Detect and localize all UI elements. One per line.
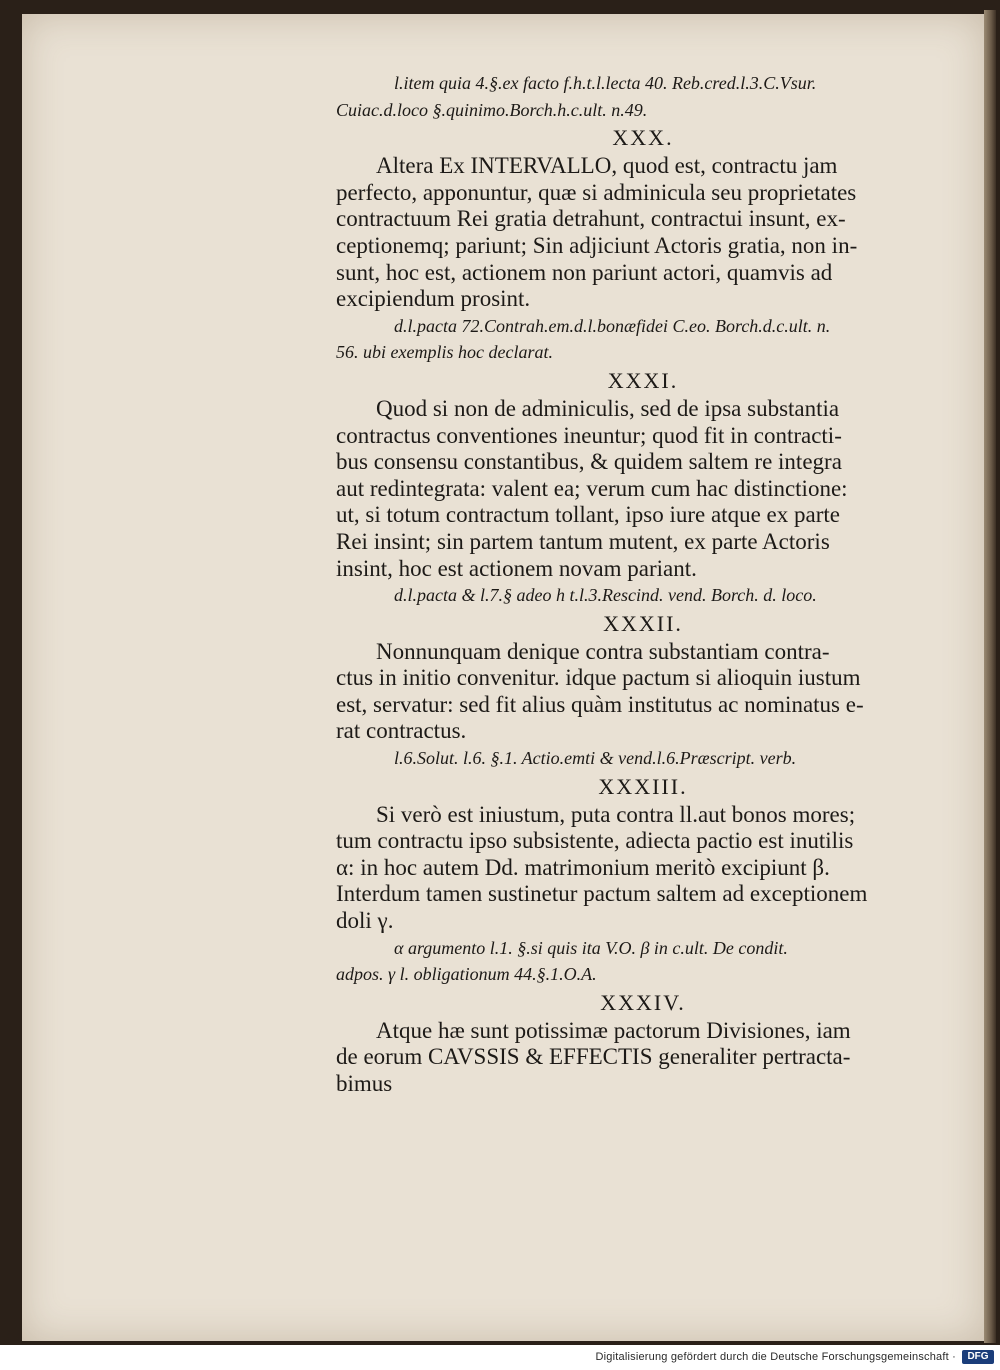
citation-line: 56. ubi exemplis hoc declarat. — [336, 342, 553, 363]
dfg-logo: DFG — [962, 1350, 994, 1364]
text-line: perfecto, apponuntur, quæ si adminicula seu proprietates — [336, 179, 857, 205]
section-heading: XXXII. — [603, 610, 683, 636]
footer-bar — [0, 1345, 1000, 1370]
text-line: contractus conventiones ineuntur; quod fit in contracti- — [336, 422, 842, 448]
text-line: tum contractu ipso subsistente, adiecta pactio est inutilis — [336, 828, 854, 854]
text-line: bimus — [336, 1071, 393, 1096]
citation-line: d.l.pacta 72.Contrah.em.d.l.bonæfidei C.eo. Borch.d.c.ult. n. — [394, 315, 831, 336]
section-heading: XXX. — [612, 125, 674, 151]
text-line: Altera Ex INTERVALLO, quod est, contractu jam — [376, 153, 838, 179]
text-line: insint, hoc est actionem novam pariant. — [336, 555, 697, 581]
citation-line: α argumento l.1. §.si quis ita V.O. β in c.ult. De condit. — [394, 937, 788, 958]
text-line: rat contractus. — [336, 718, 467, 744]
citation-line: l.6.Solut. l.6. §.1. Actio.emti & vend.l.6.Præscript. verb. — [394, 748, 797, 769]
text-line: sunt, hoc est, actionem non pariunt actori, quamvis ad — [336, 259, 833, 285]
section-heading: XXXIV. — [600, 989, 686, 1015]
section-heading: XXXIII. — [598, 773, 688, 799]
text-line: Si verò est iniustum, puta contra ll.aut bonos mores; — [376, 801, 856, 827]
text-line: aut redintegrata: valent ea; verum cum hac distinctione: — [336, 475, 848, 501]
text-line: Nonnunquam denique contra substantiam contra- — [376, 638, 830, 664]
citation-line: d.l.pacta & l.7.§ adeo h t.l.3.Rescind. vend. Borch. d. loco. — [394, 585, 817, 606]
text-line: ceptionemq; pariunt; Sin adjiciunt Actoris gratia, non in- — [336, 232, 858, 258]
page-text — [336, 70, 950, 1098]
text-line: Interdum tamen sustinetur pactum saltem ad exceptionem — [336, 881, 868, 907]
text-line: contractuum Rei gratia detrahunt, contractui insunt, ex- — [336, 206, 846, 232]
text-line: bus consensu constantibus, & quidem saltem re integra — [336, 449, 842, 475]
text-line: ut, si totum contractum tollant, ipso iure atque ex parte — [336, 502, 840, 528]
citation-line: l.item quia 4.§.ex facto f.h.t.l.lecta 40. Reb.cred.l.3.C.Vsur. — [394, 73, 817, 93]
text-line: de eorum CAVSSIS & EFFECTIS generaliter pertracta- — [336, 1044, 851, 1070]
text-line: est, servatur: sed fit alius quàm institutus ac nominatus e- — [336, 691, 864, 717]
text-line: Quod si non de adminiculis, sed de ipsa substantia — [376, 395, 840, 421]
page-edge — [984, 10, 996, 1343]
text-line: ctus in initio convenitur. idque pactum si alioquin iustum — [336, 665, 861, 691]
section-heading: XXXI. — [607, 367, 679, 393]
text-line: α: in hoc autem Dd. matrimonium meritò excipiunt β. — [336, 854, 830, 880]
text-line: Rei insint; sin partem tantum mutent, ex parte Actoris — [336, 528, 830, 554]
citation-line: Cuiac.d.loco §.quinimo.Borch.h.c.ult. n.49. — [336, 99, 648, 120]
text-line: Atque hæ sunt potissimæ pactorum Divisiones, iam — [376, 1017, 851, 1043]
citation-line: adpos. γ l. obligationum 44.§.1.O.A. — [336, 964, 597, 985]
text-line: excipiendum prosint. — [336, 286, 531, 312]
funding-credit: Digitalisierung gefördert durch die Deutsche Forschungsgemeinschaft · — [595, 1351, 956, 1363]
text-line: doli γ. — [336, 908, 394, 934]
